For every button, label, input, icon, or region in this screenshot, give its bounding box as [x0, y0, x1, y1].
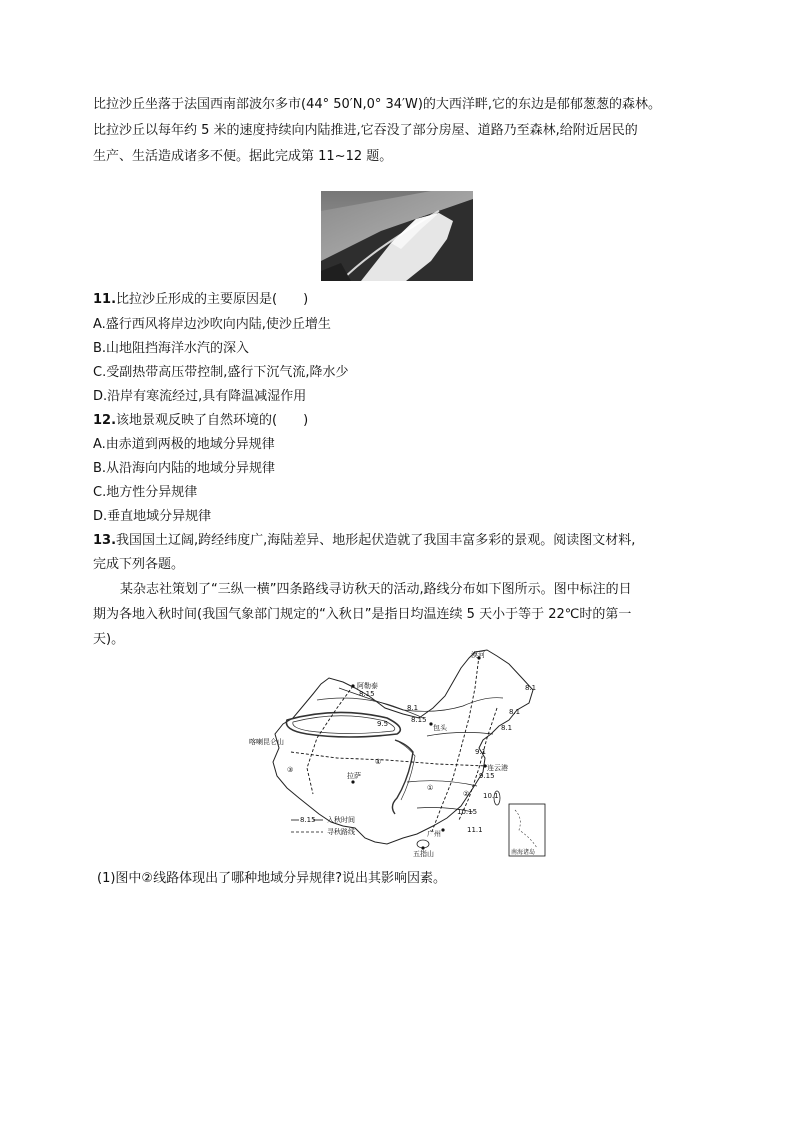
guangzhou-dot	[441, 828, 444, 831]
route-3-label: ③	[287, 766, 294, 774]
date-ne-81a: 8.1	[509, 708, 521, 716]
china-autumn-map	[247, 648, 550, 858]
label-mohe: 漠河	[471, 651, 485, 659]
label-nanhai: 南海诸岛	[511, 849, 536, 856]
q11-option-a[interactable]: A.盛行西风将岸边沙吹向内陆,使沙丘增生	[93, 317, 331, 332]
date-east: 9.1	[475, 748, 487, 756]
label-lhasa: 拉萨	[347, 772, 361, 780]
q12-stem-line	[93, 411, 308, 431]
label-guangzhou: 广州	[427, 830, 441, 838]
q13-stem-line1	[93, 531, 635, 551]
date-gz: 11.1	[467, 826, 483, 834]
label-kunlun: 喀喇昆仑山	[249, 738, 284, 746]
q12-option-b[interactable]: B.从沿海向内陆的地域分异规律	[93, 461, 276, 476]
q12-option-d[interactable]: D.垂直地域分异规律	[93, 509, 212, 524]
q13-sub1: (1)图中②线路体现出了哪种地域分异规律?说出其影响因素。	[97, 871, 446, 886]
isoline-3	[407, 781, 477, 786]
q13-material-line1: 某杂志社策划了“三纵一横”四条路线寻访秋天的活动,路线分布如下图所示。图中标注的日	[120, 582, 632, 597]
q13-stem: 我国国土辽阔,跨经纬度广,海陆差异、地形起伏造就了我国丰富多彩的景观。阅读图文材料,	[116, 533, 636, 548]
date-altay: 8.15	[359, 690, 375, 698]
isoline-2	[427, 732, 493, 736]
date-north-815: 8.15	[411, 716, 427, 724]
legend-line-value: 8.15	[300, 816, 316, 824]
date-nw: 9.5	[377, 720, 389, 728]
passage1-line1: 比拉沙丘坐落于法国西南部波尔多市(44° 50′N,0° 34′W)的大西洋畔,它的东边是郁郁葱葱的森林。	[93, 97, 662, 112]
q13-stem-line2: 完成下列各题。	[93, 557, 185, 572]
q12-number: 12.	[93, 413, 117, 428]
date-lyg: 9.15	[479, 772, 495, 780]
q13-number: 13.	[93, 533, 117, 548]
altay-dot	[351, 684, 354, 687]
q12-option-a[interactable]: A.由赤道到两极的地域分异规律	[93, 437, 275, 452]
date-south: 10.15	[457, 808, 478, 816]
date-ne-81b: 8.1	[501, 724, 513, 732]
route-4-line	[291, 752, 487, 766]
q11-option-b[interactable]: B.山地阻挡海洋水汽的深入	[93, 341, 250, 356]
dune-photo	[321, 191, 473, 281]
passage1-line2: 比拉沙丘以每年约 5 米的速度持续向内陆推进,它吞没了部分房屋、道路乃至森林,给附近居民的	[93, 123, 638, 138]
q11-stem: 比拉沙丘形成的主要原因是( )	[116, 292, 309, 307]
label-lianyungang: 连云港	[487, 764, 508, 772]
q11-option-d[interactable]: D.沿岸有寒流经过,具有降温减湿作用	[93, 389, 307, 404]
q13-material-line2: 期为各地入秋时间(我国气象部门规定的“入秋日”是指日均温连续 5 天小于等于 22℃时的第一	[93, 607, 632, 622]
q12-stem: 该地景观反映了自然环境的( )	[116, 413, 309, 428]
label-altay: 阿勒泰	[357, 682, 378, 690]
q12-option-c[interactable]: C.地方性分异规律	[93, 485, 198, 500]
q11-option-c[interactable]: C.受副热带高压带控制,盛行下沉气流,降水少	[93, 365, 349, 380]
q11-stem-line	[93, 290, 308, 310]
route-4-label: ④	[375, 758, 382, 766]
legend-route: 寻秋路线	[327, 828, 355, 836]
route-1-label: ①	[427, 784, 434, 792]
date-mohe-east: 8.1	[525, 684, 537, 692]
q11-number: 11.	[93, 292, 117, 307]
legend-isoline: 入秋时间	[327, 816, 355, 824]
lhasa-dot	[351, 780, 354, 783]
q13-material-line3: 天)。	[93, 632, 125, 647]
passage1-line3: 生产、生活造成诸多不便。据此完成第 11~12 题。	[93, 149, 393, 164]
label-wuzhishan: 五指山	[413, 850, 434, 858]
label-baotou: 包头	[433, 724, 447, 732]
china-outline	[273, 650, 533, 844]
date-se: 10.1	[483, 792, 499, 800]
route-2-label: ②	[463, 790, 470, 798]
date-north-81: 8.1	[407, 704, 419, 712]
